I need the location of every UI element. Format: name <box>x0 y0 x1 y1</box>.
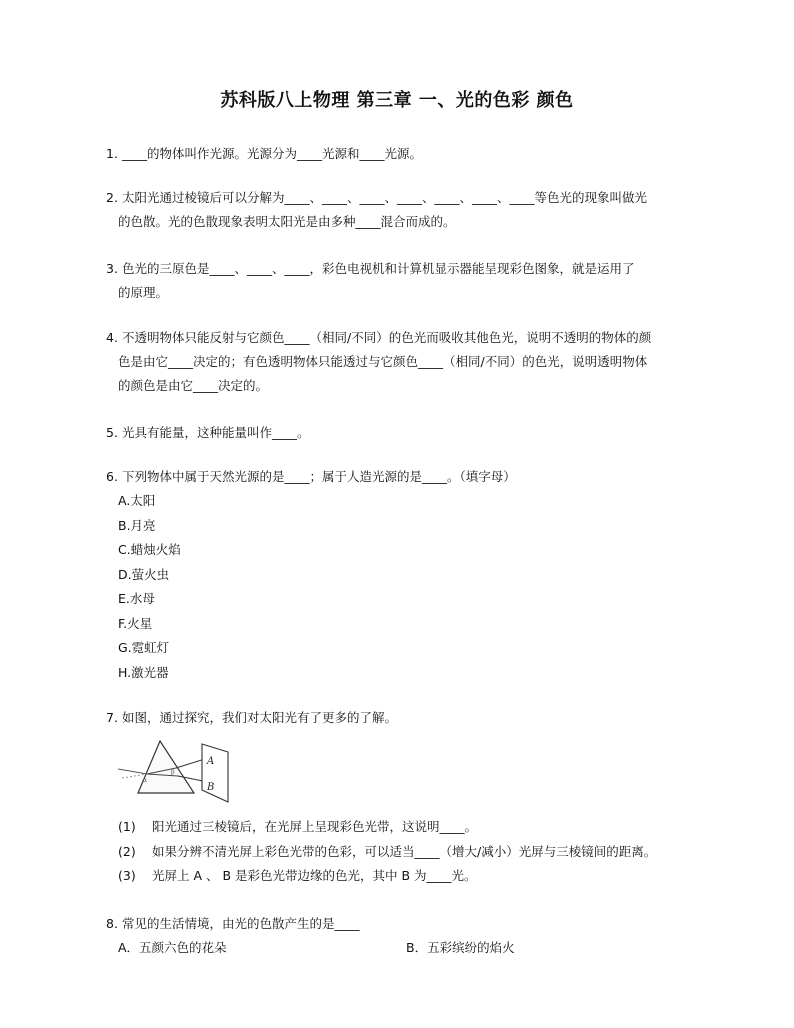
prism-shape <box>138 741 194 793</box>
subquestion-number: (2) <box>118 843 136 859</box>
subquestion-text: 如果分辨不清光屏上彩色光带的色彩，可以适当____（增大/减小）光屏与三棱镜间的距离。 <box>152 843 657 859</box>
question-7 <box>106 706 706 730</box>
option-d: D.萤火虫 <box>118 566 170 582</box>
question-text: ____的物体叫作光源。光源分为____光源和____光源。 <box>122 146 423 161</box>
question-text-line-2: 的原理。 <box>118 285 169 300</box>
question-6 <box>106 465 706 685</box>
question-text: 光具有能量，这种能量叫作____。 <box>122 425 310 440</box>
question-7-subquestions <box>106 815 706 889</box>
question-text-line-1: 色光的三原色是____、____、____，彩色电视机和计算机显示器能呈现彩色图象，就是运用了 <box>122 261 635 276</box>
angle-mark: β <box>171 769 175 776</box>
option-f: F.火星 <box>118 615 153 631</box>
light-screen <box>202 744 228 802</box>
question-text: 如图，通过探究，我们对太阳光有了更多的了解。 <box>122 710 398 725</box>
page-title: 苏科版八上物理 第三章 一、光的色彩 颜色 <box>220 90 574 111</box>
label-b: B <box>207 782 215 793</box>
question-number: 1. <box>106 146 118 161</box>
option-a: A.太阳 <box>118 493 156 508</box>
option-c: C.蜡烛火焰 <box>118 542 181 557</box>
subquestion-number: (3) <box>118 868 136 883</box>
question-number: 4. <box>106 330 118 345</box>
question-text-line-2: 色是由它____决定的；有色透明物体只能透过与它颜色____（相同/不同）的色光，说明透明物体 <box>118 354 648 369</box>
question-text: 常见的生活情境，由光的色散产生的是____ <box>122 916 360 931</box>
prism-dispersion-figure <box>116 738 240 804</box>
option-b: B．五彩缤纷的焰火 <box>406 940 515 955</box>
subquestion-2 <box>106 840 706 865</box>
subquestion-text: 阳光通过三棱镜后，在光屏上呈现彩色光带，这说明____。 <box>152 819 478 834</box>
question-3 <box>106 257 706 305</box>
question-number: 8. <box>106 916 118 931</box>
angle-mark: α <box>143 777 148 784</box>
option-h: H.激光器 <box>118 664 169 680</box>
question-text-line-2: 的色散。光的色散现象表明太阳光是由多种____混合而成的。 <box>118 214 456 229</box>
question-text-line-1: 不透明物体只能反射与它颜色____（相同/不同）的色光而吸收其他色光，说明不透明的物体的颜 <box>122 330 652 345</box>
question-text-line-3: 的颜色是由它____决定的。 <box>118 378 269 393</box>
subquestion-1 <box>106 815 706 840</box>
question-text-line-1: 太阳光通过棱镜后可以分解为____、____、____、____、____、____、____等色光的现象叫做光 <box>122 190 648 205</box>
question-number: 7. <box>106 710 118 725</box>
question-text: 下列物体中属于天然光源的是____；属于人造光源的是____。（填字母） <box>122 469 516 484</box>
incident-ray <box>118 769 147 774</box>
subquestion-number: (1) <box>118 819 136 834</box>
question-number: 3. <box>106 261 118 276</box>
subquestion-3 <box>106 864 706 889</box>
question-2 <box>106 186 706 234</box>
option-row <box>106 936 706 960</box>
question-number: 2. <box>106 190 118 205</box>
question-5 <box>106 421 706 445</box>
label-a: A <box>207 756 215 767</box>
question-8 <box>106 912 706 960</box>
option-a: A．五颜六色的花朵 <box>118 940 227 955</box>
option-g: G.霓虹灯 <box>118 640 170 655</box>
option-b: B.月亮 <box>118 517 156 533</box>
question-1 <box>106 142 706 166</box>
subquestion-text: 光屏上 A 、 B 是彩色光带边缘的色光，其中 B 为____光。 <box>152 868 477 883</box>
question-number: 6. <box>106 469 118 484</box>
option-e: E.水母 <box>118 591 155 606</box>
question-4 <box>106 326 706 398</box>
question-number: 5. <box>106 425 118 440</box>
